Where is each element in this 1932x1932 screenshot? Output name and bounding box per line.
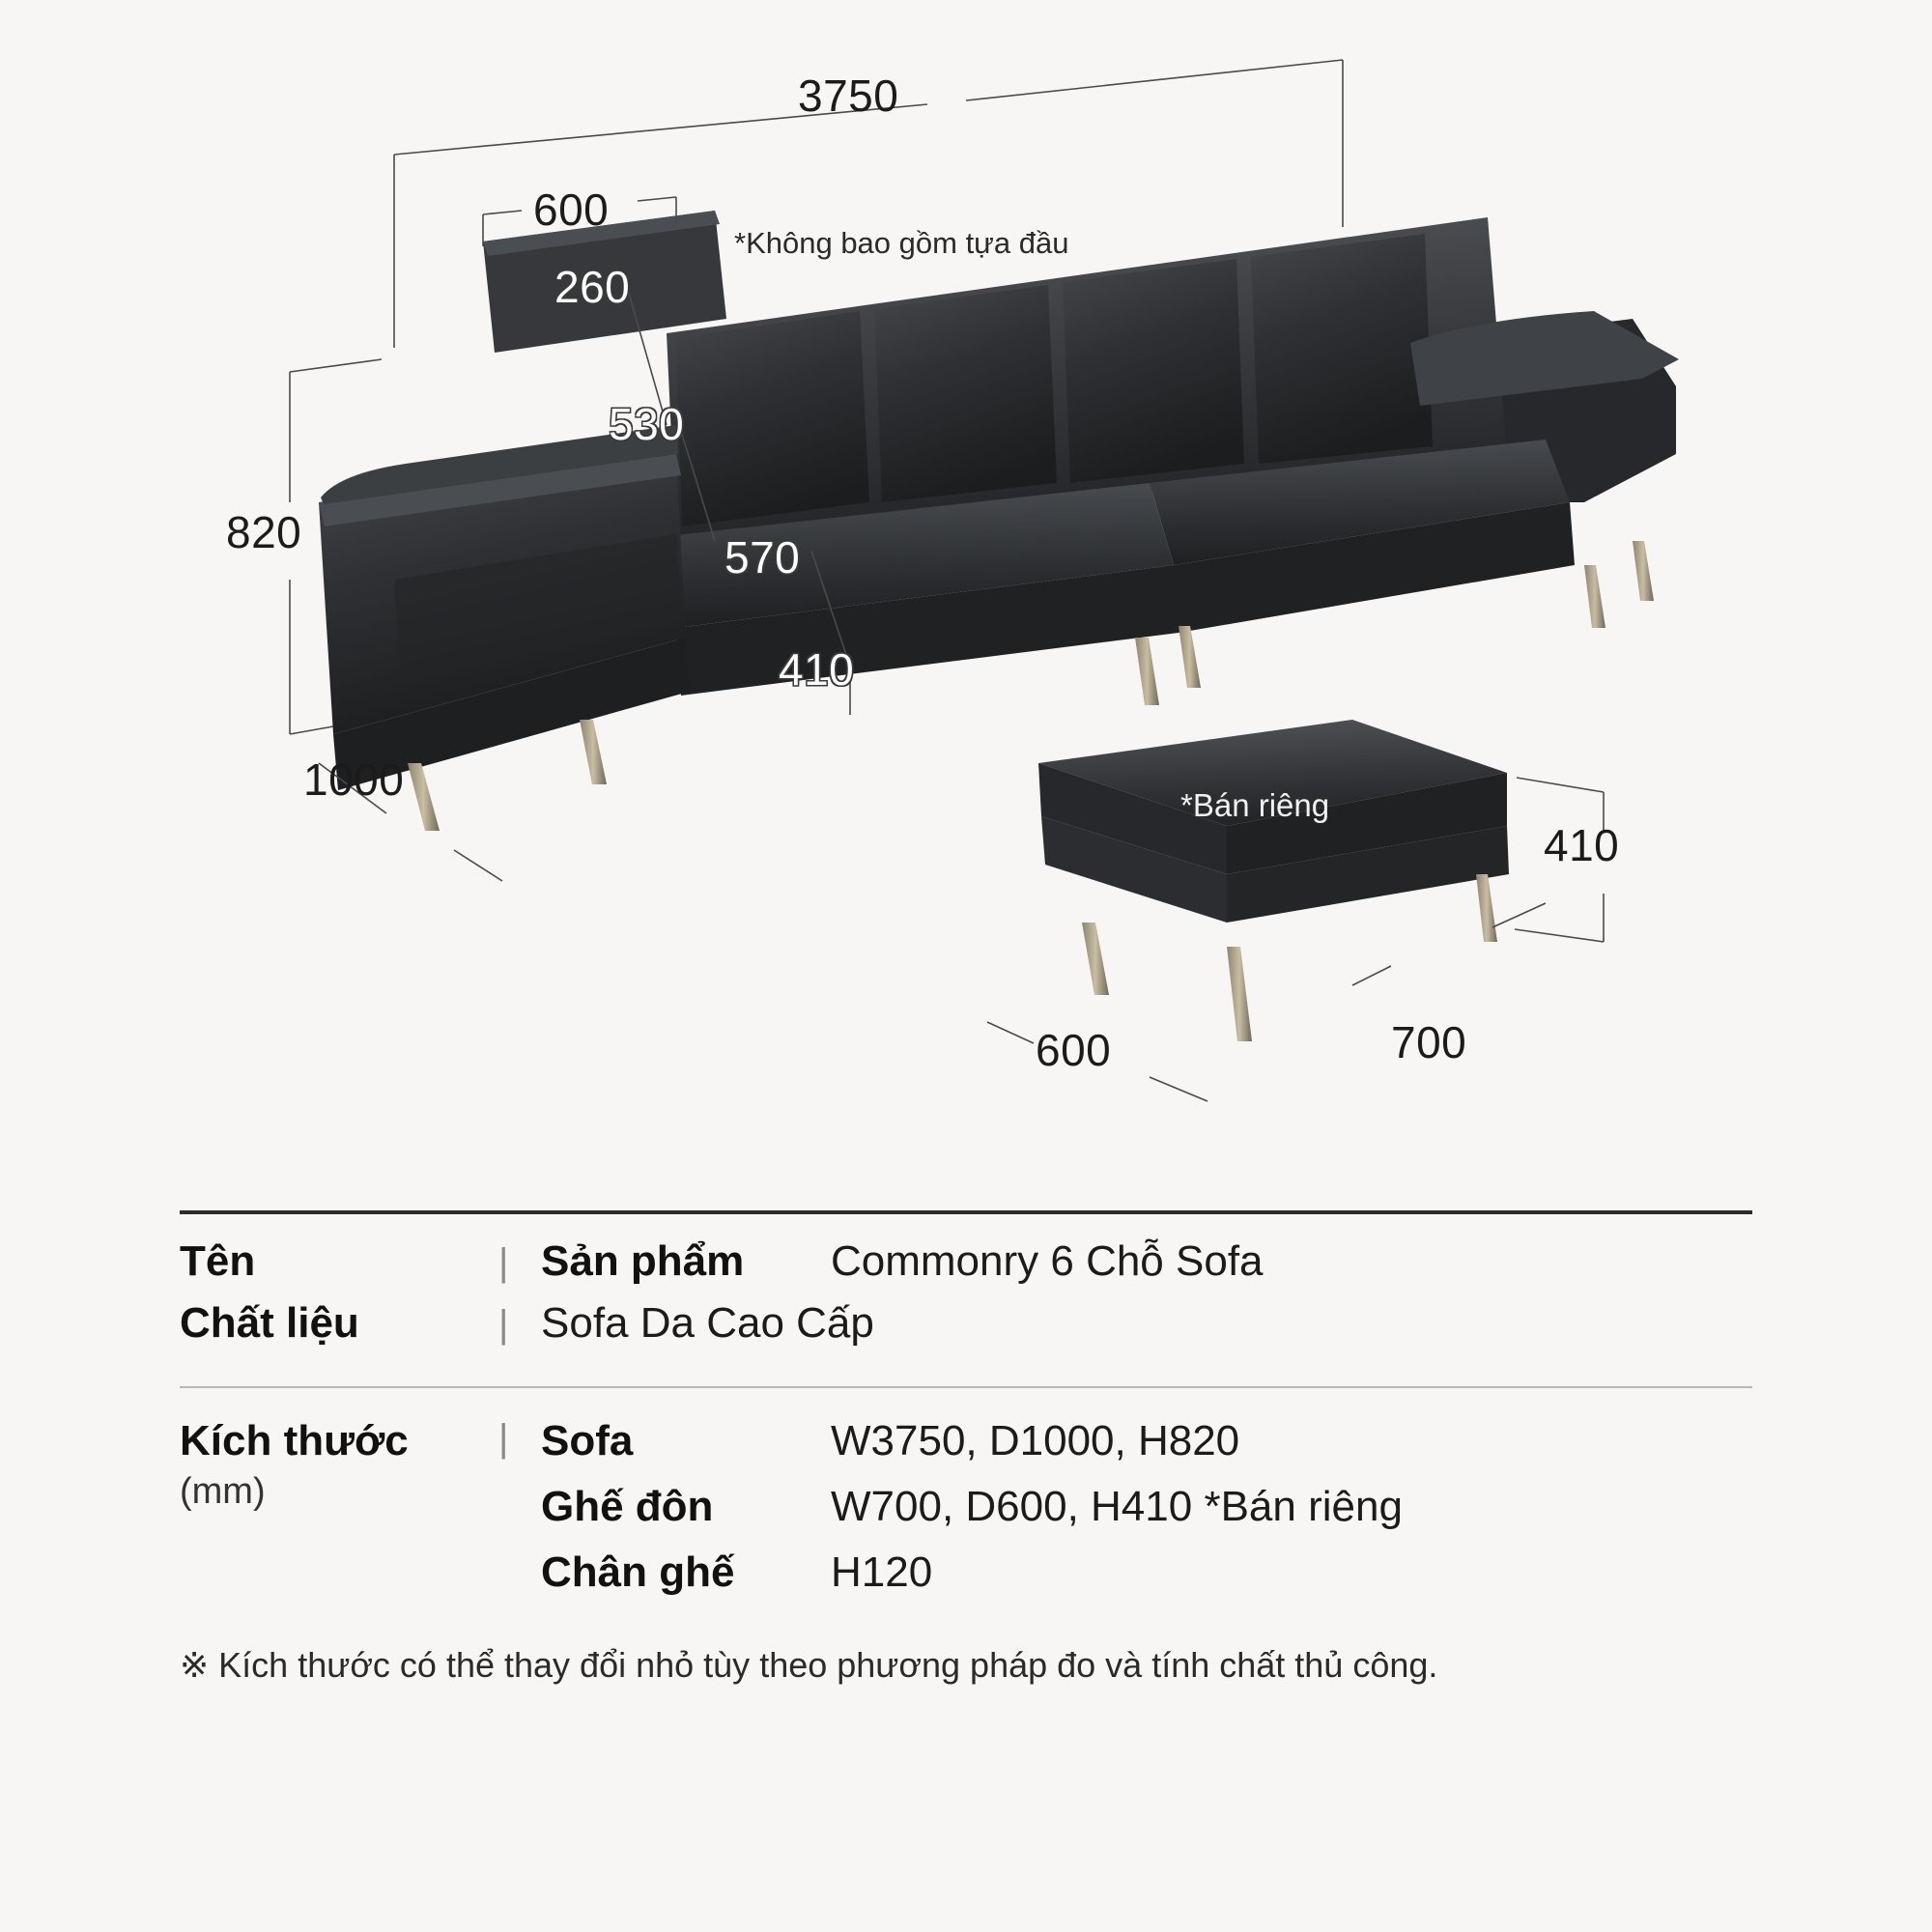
dim-label-overall-depth: 1000 bbox=[303, 754, 405, 805]
note-headrest-excluded: *Không bao gồm tựa đầu bbox=[734, 226, 1069, 260]
spec-table bbox=[180, 1210, 1752, 1703]
spec-block-identity bbox=[180, 1214, 1752, 1386]
spec-value-sofa: W3750, D1000, H820 bbox=[831, 1417, 1240, 1464]
dim-label-ottoman-width: 700 bbox=[1391, 1017, 1467, 1067]
spec-label-material: Chất liệu bbox=[180, 1299, 359, 1347]
spec-size-list bbox=[541, 1417, 1403, 1597]
spec-label-size-text: Kích thước bbox=[180, 1417, 409, 1464]
spec-footnote: ※ Kích thước có thể thay đổi nhỏ tùy theo phương pháp đo và tính chất thủ công. bbox=[180, 1645, 1438, 1685]
spec-label-size-unit: (mm) bbox=[180, 1471, 266, 1512]
ottoman-illustration bbox=[1038, 720, 1509, 1041]
spec-row-material bbox=[180, 1299, 1752, 1348]
dim-label-total-width: 3750 bbox=[798, 71, 899, 121]
spec-row-sofa bbox=[541, 1417, 1403, 1465]
spec-value-leg: H120 bbox=[831, 1548, 933, 1596]
spec-label-name: Tên bbox=[180, 1237, 256, 1285]
spec-block-size bbox=[180, 1388, 1752, 1703]
spec-separator: | bbox=[498, 1303, 509, 1346]
dim-label-headrest-height: 260 bbox=[554, 262, 631, 312]
spec-row-size bbox=[180, 1417, 1752, 1597]
dim-label-backrest-height: 530 bbox=[609, 399, 685, 449]
spec-key-leg: Chân ghế bbox=[541, 1548, 735, 1596]
spec-value-product: Commonry 6 Chỗ Sofa bbox=[831, 1237, 1264, 1285]
spec-row-leg bbox=[541, 1548, 1403, 1597]
spec-row-name bbox=[180, 1237, 1752, 1286]
spec-row-ottoman bbox=[541, 1483, 1403, 1531]
dim-label-overall-height: 820 bbox=[226, 507, 302, 557]
spec-separator: | bbox=[498, 1241, 509, 1284]
dim-label-ottoman-depth: 600 bbox=[1036, 1025, 1112, 1075]
dim-label-seat-depth: 570 bbox=[724, 532, 801, 582]
spec-value-ottoman: W700, D600, H410 *Bán riêng bbox=[831, 1483, 1403, 1530]
spec-key-sofa: Sofa bbox=[541, 1417, 634, 1464]
spec-key-product: Sản phẩm bbox=[541, 1237, 745, 1285]
dim-label-ottoman-height: 410 bbox=[1544, 820, 1620, 870]
spec-value-material: Sofa Da Cao Cấp bbox=[541, 1299, 874, 1347]
dim-label-seat-height: 410 bbox=[779, 644, 855, 695]
sofa-illustration bbox=[319, 211, 1679, 831]
spec-separator: | bbox=[498, 1417, 509, 1460]
dim-label-headrest-width: 600 bbox=[533, 185, 610, 235]
spec-label-size bbox=[180, 1417, 498, 1513]
note-sold-separately: *Bán riêng bbox=[1180, 787, 1330, 823]
spec-key-ottoman: Ghế đôn bbox=[541, 1483, 714, 1530]
